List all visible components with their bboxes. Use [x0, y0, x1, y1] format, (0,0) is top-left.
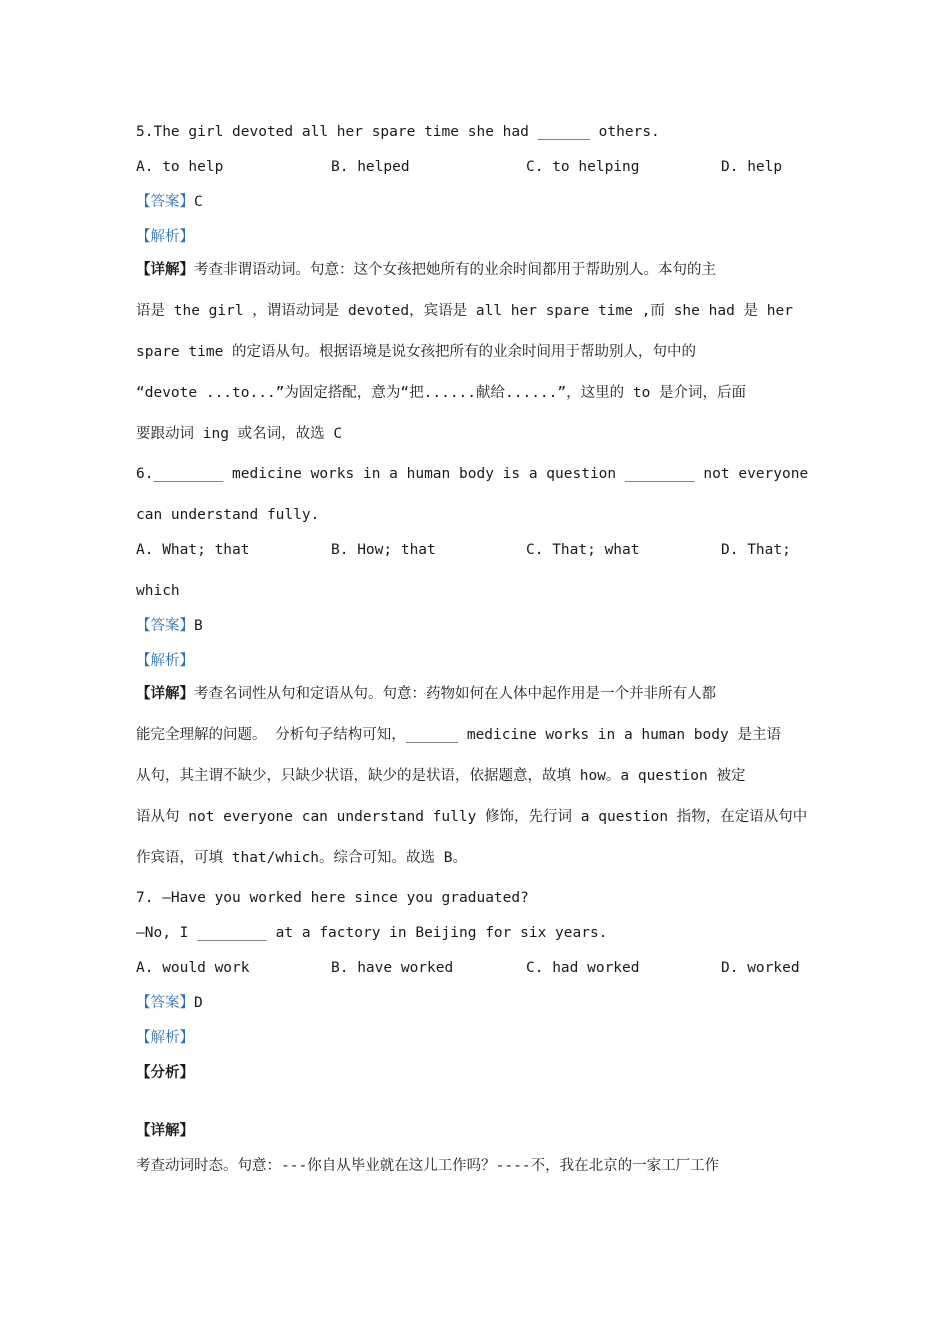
answer-value: B	[194, 618, 203, 634]
detail-tag: 【详解】	[136, 1122, 194, 1139]
option-b: B. have worked	[331, 960, 454, 976]
answer-row	[136, 190, 816, 214]
answer-row	[136, 614, 816, 638]
detail-tag: 【详解】	[136, 261, 194, 278]
answer-tag: 【答案】	[136, 995, 194, 1011]
detail-line: 作宾语，可填 that/which。综合可知。故选 B。	[136, 850, 467, 866]
question-5-options	[136, 155, 816, 179]
detail-line: 从句，其主谓不缺少，只缺少状语，缺少的是状语，依据题意，故填 how。a question 被定	[136, 768, 746, 784]
option-a: A. would work	[136, 960, 250, 976]
detail-line: 能完全理解的问题。 分析句子结构可知，______ medicine works in a human body 是主语	[136, 727, 781, 743]
document-page	[136, 120, 816, 1178]
detail-line: spare time 的定语从句。根据语境是说女孩把所有的业余时间用于帮助别人，句中的	[136, 344, 697, 360]
answer-value: D	[194, 995, 203, 1011]
detail-line: “devote ...to...”为固定搭配，意为“把......献给......”，这里的 to 是介词，后面	[136, 385, 747, 401]
answer-tag: 【答案】	[136, 194, 194, 210]
detail-paragraph	[136, 685, 816, 867]
answer-tag: 【答案】	[136, 618, 194, 634]
answer-value: C	[194, 194, 203, 210]
option-b: B. helped	[331, 159, 410, 175]
detail-line: 语从句 not everyone can understand fully 修饰，先行词 a question 指物，在定语从句中	[136, 809, 808, 825]
fenxi-tag: 【分析】	[136, 1064, 194, 1081]
analysis-tag: 【解析】	[136, 1030, 194, 1046]
question-5-text: 5.The girl devoted all her spare time she had ______ others.	[136, 124, 660, 140]
answer-row	[136, 991, 816, 1015]
analysis-tag: 【解析】	[136, 229, 194, 245]
question-7-options	[136, 956, 816, 980]
detail-paragraph	[136, 261, 816, 443]
detail-line: 考查动词时态。句意：---你自从毕业就在这儿工作吗？----不，我在北京的一家工厂工作	[136, 1158, 720, 1174]
detail-line: 【详解】考查非谓语动词。句意：这个女孩把她所有的业余时间都用于帮助别人。本句的主	[136, 261, 716, 278]
analysis-tag: 【解析】	[136, 653, 194, 669]
question-7-text: 7. —Have you worked here since you graduated?	[136, 890, 529, 906]
option-a: A. to help	[136, 159, 224, 175]
option-d: D. worked	[721, 960, 800, 976]
option-c: C. to helping	[526, 159, 640, 175]
question-6-text-cont: can understand fully.	[136, 507, 320, 523]
option-a: A. What; that	[136, 542, 250, 558]
detail-line: 语是 the girl ，谓语动词是 devoted，宾语是 all her spare time ,而 she had 是 her	[136, 303, 793, 319]
detail-line: 【详解】考查名词性从句和定语从句。句意：药物如何在人体中起作用是一个并非所有人都	[136, 685, 716, 702]
question-6-options	[136, 538, 816, 562]
option-d: D. That;	[721, 542, 791, 558]
option-d-wrap: which	[136, 583, 180, 599]
question-6-text: 6.________ medicine works in a human body is a question ________ not everyone	[136, 466, 809, 482]
option-c: C. That; what	[526, 542, 640, 558]
detail-tag: 【详解】	[136, 685, 194, 702]
question-7-text-cont: —No, I ________ at a factory in Beijing for six years.	[136, 925, 608, 941]
option-d: D. help	[721, 159, 783, 175]
detail-line: 要跟动词 ing 或名词，故选 C	[136, 426, 343, 442]
option-c: C. had worked	[526, 960, 640, 976]
option-b: B. How; that	[331, 542, 436, 558]
